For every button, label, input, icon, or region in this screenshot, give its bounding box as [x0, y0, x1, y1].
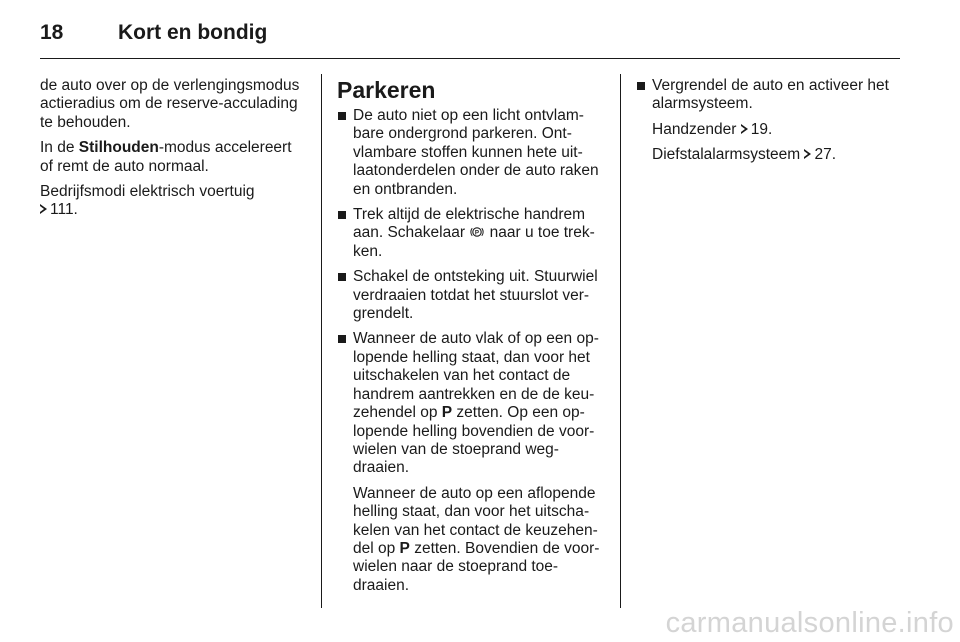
- text: Vergrendel de auto en activeer het alarmsysteem.: [652, 77, 889, 113]
- text: Wanneer de auto op een aflopende helling staat, dan voor het uitschakelen van het contact de keuzehendel op: [353, 484, 598, 557]
- text: Schakel de ontsteking uit. Stuurwiel verdraaien totdat het stuurslot vergrendelt.: [353, 268, 598, 323]
- column-divider: [321, 74, 322, 608]
- svg-text:P: P: [475, 229, 480, 237]
- text: Wanneer de auto vlak of op een oplopende helling staat, dan voor het uitschakelen van het contact de handrem aantrekken en de de keuzehendel op: [353, 330, 599, 422]
- text: In de: [40, 139, 79, 157]
- header-rule: [40, 58, 900, 59]
- page-reference[interactable]: 111.: [50, 201, 78, 219]
- reference-line: [652, 121, 904, 139]
- column-divider: [620, 74, 621, 608]
- text: Bedrijfsmodi elektrisch voertuig: [40, 183, 255, 201]
- bold-term: Stilhouden: [78, 139, 159, 157]
- text: -modus accelereert of remt de auto normaal.: [40, 139, 292, 175]
- bullet-list: [636, 77, 904, 165]
- bullet-square-icon: [338, 211, 346, 219]
- section-title: Parkeren: [337, 77, 436, 103]
- list-item: [337, 268, 605, 323]
- bold-term: P: [441, 404, 453, 422]
- page-title: Kort en bondig: [118, 21, 268, 44]
- column-right: [636, 77, 904, 172]
- text: naar u toe trekken.: [353, 224, 595, 260]
- text: zetten. Op een oplopende helling bovendien de voorwielen van de stoeprand wegdraaien.: [353, 404, 595, 477]
- bullet-square-icon: [338, 112, 346, 120]
- bullet-square-icon: [338, 335, 346, 343]
- text: Diefstalalarmsysteem: [652, 146, 801, 164]
- list-item: [337, 107, 605, 199]
- watermark: carmanualsonline.info: [665, 607, 954, 639]
- bullet-square-icon: [637, 82, 645, 90]
- cross-reference-icon: [40, 204, 47, 214]
- electric-parking-brake-icon: [470, 225, 484, 239]
- list-item: [337, 330, 605, 595]
- list-item: [636, 77, 904, 165]
- paragraph: de auto over op de verlengingsmodus actieradius om de reserve-acculading te behouden.: [40, 77, 300, 131]
- page-reference[interactable]: 27.: [814, 146, 837, 164]
- text: De auto niet op een licht ontvlambare ondergrond parkeren. Ontvlambare stoffen kunnen hete uitlaatonderdelen onder de auto raken en ontbranden.: [353, 107, 599, 198]
- text: Trek altijd de elektrische handrem aan. Schakelaar: [353, 206, 586, 242]
- sub-paragraph: [353, 485, 605, 595]
- page-reference[interactable]: 19.: [750, 120, 773, 138]
- bullet-list: [337, 107, 605, 595]
- bullet-square-icon: [338, 273, 346, 281]
- page-header: [40, 20, 267, 46]
- column-left: [40, 77, 306, 227]
- cross-reference-icon: [741, 124, 748, 134]
- bold-term: P: [399, 539, 410, 557]
- reference-line: [652, 146, 904, 164]
- text: Handzender: [652, 120, 737, 138]
- list-item: [337, 206, 605, 261]
- text: zetten. Bovendien de voorwielen naar de stoeprand toedraaien.: [353, 539, 600, 594]
- cross-reference-icon: [804, 149, 811, 159]
- page-number: 18: [40, 21, 64, 44]
- column-middle: [337, 77, 605, 602]
- paragraph: [40, 183, 306, 220]
- paragraph: [40, 139, 306, 176]
